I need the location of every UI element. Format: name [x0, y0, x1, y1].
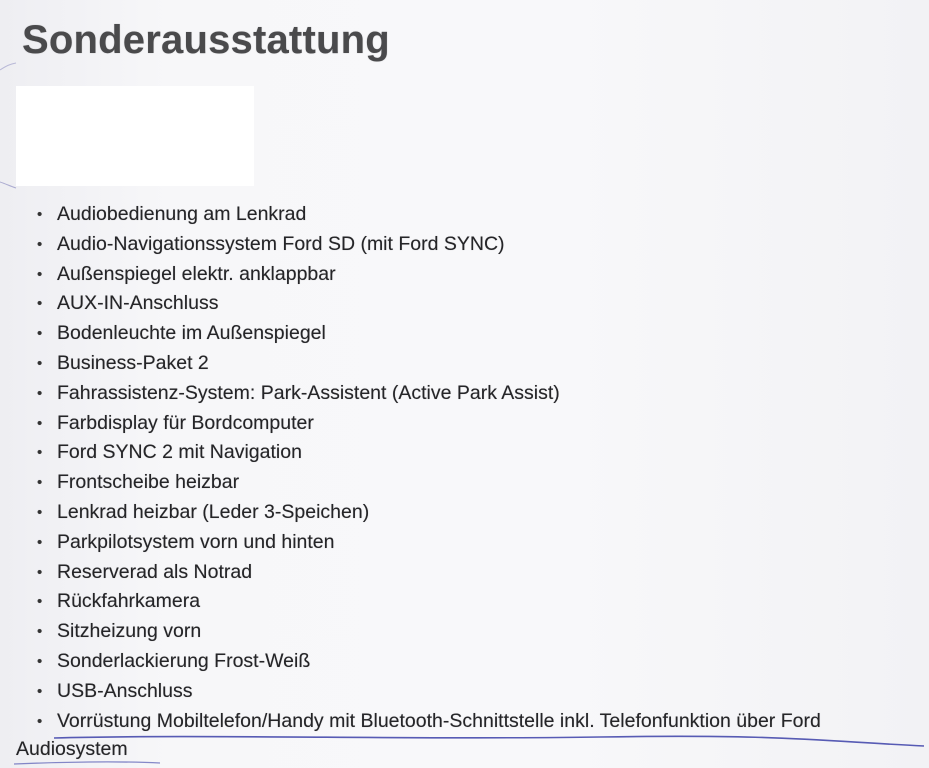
list-item [0, 707, 929, 763]
redacted-area [16, 86, 254, 186]
list-item-label: Rückfahrkamera [57, 590, 201, 613]
list-item-line-2: Audiosystem [16, 737, 128, 760]
list-item [0, 200, 929, 230]
bullet-icon: • [37, 444, 43, 462]
bullet-icon: • [37, 354, 43, 372]
list-item [0, 260, 929, 290]
pen-mark-stroke [0, 182, 16, 188]
list-item-label: Ford SYNC 2 mit Navigation [57, 441, 302, 464]
list-item-label: Bodenleuchte im Außenspiegel [57, 322, 326, 345]
bullet-icon: • [37, 295, 43, 313]
feature-list [0, 200, 929, 763]
bullet-icon: • [37, 265, 43, 283]
list-item-label: Farbdisplay für Bordcomputer [57, 411, 314, 434]
bullet-icon: • [37, 593, 43, 611]
bullet-icon: • [37, 384, 43, 402]
list-item-label: Fahrassistenz-System: Park-Assistent (Active Park Assist) [57, 381, 560, 404]
list-item-label: Lenkrad heizbar (Leder 3-Speichen) [57, 500, 370, 523]
list-item [0, 289, 929, 319]
list-item-label: Audio-Navigationssystem Ford SD (mit Ford SYNC) [57, 232, 505, 255]
list-item [0, 319, 929, 349]
list-item [0, 677, 929, 707]
pen-mark-stroke [0, 63, 16, 70]
list-item-label: Frontscheibe heizbar [57, 471, 240, 494]
list-item [0, 558, 929, 588]
list-item-label: AUX-IN-Anschluss [57, 292, 219, 315]
list-item-label [16, 707, 919, 763]
list-item [0, 409, 929, 439]
bullet-icon: • [37, 712, 43, 730]
bullet-icon: • [37, 206, 43, 223]
bullet-icon: • [37, 325, 43, 343]
list-item [0, 587, 929, 617]
bullet-icon: • [37, 563, 43, 581]
list-item-line-1: Vorrüstung Mobiltelefon/Handy mit Bluetooth-Schnittstelle inkl. Telefonfunktion über Ford [57, 709, 821, 732]
list-item [0, 379, 929, 409]
list-item [0, 647, 929, 677]
list-item [0, 349, 929, 379]
list-item [0, 498, 929, 528]
list-item-label: Audiobedienung am Lenkrad [57, 203, 307, 225]
list-item [0, 230, 929, 260]
bullet-icon: • [37, 414, 43, 432]
bullet-icon: • [37, 474, 43, 492]
list-item-label: Sonderlackierung Frost-Weiß [57, 649, 311, 672]
bullet-icon: • [37, 235, 43, 253]
list-item-label: Reserverad als Notrad [57, 560, 253, 583]
bullet-icon: • [37, 652, 43, 670]
list-item [0, 468, 929, 498]
list-item-label: Sitzheizung vorn [57, 620, 202, 643]
bullet-icon: • [37, 533, 43, 551]
list-item-label: Business-Paket 2 [57, 351, 209, 374]
bullet-icon: • [37, 682, 43, 700]
list-item [0, 617, 929, 647]
list-item-label: Außenspiegel elektr. anklappbar [57, 262, 336, 285]
bullet-icon: • [37, 623, 43, 641]
page-title: Sonderausstattung [22, 18, 390, 62]
list-item [0, 528, 929, 558]
list-item [0, 438, 929, 468]
list-item-label: Parkpilotsystem vorn und hinten [57, 530, 335, 553]
list-item-label: USB-Anschluss [57, 679, 193, 702]
bullet-icon: • [37, 503, 43, 521]
